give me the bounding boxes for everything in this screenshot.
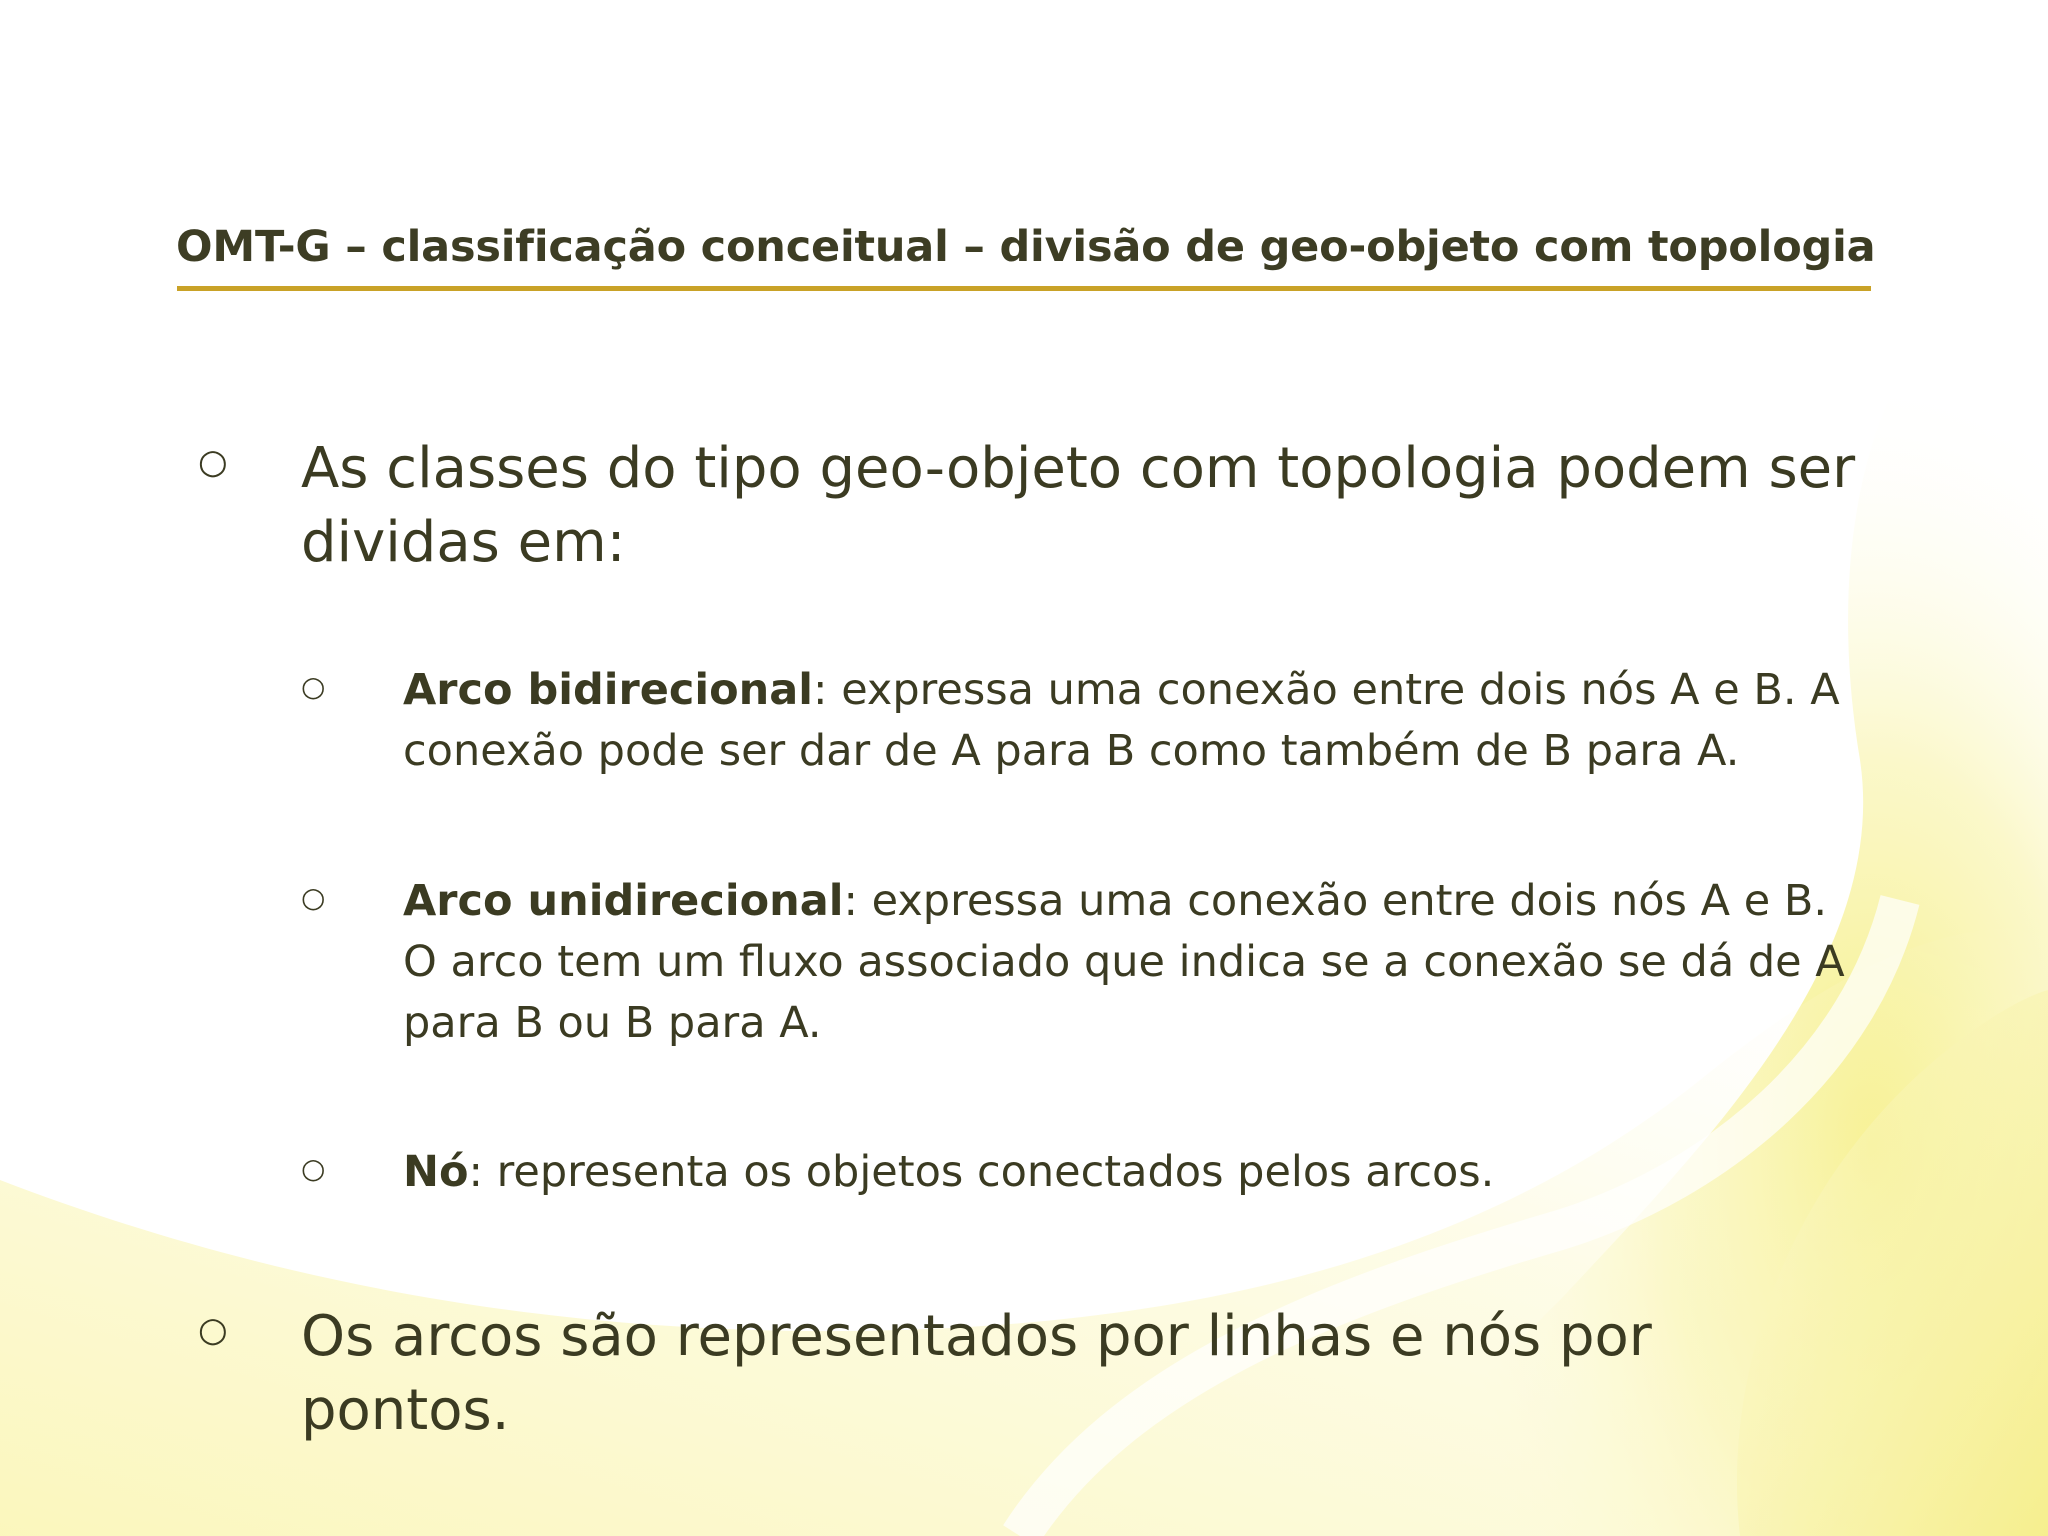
slide-title: OMT-G – classificação conceitual – divisão de geo-objeto com topologia [176,222,1876,272]
bullet-text [403,660,1873,782]
bullet-text [403,1142,1873,1203]
term-description: : expressa uma conexão entre dois nós A e B. A conexão pode ser dar de A para B como também de B para A. [403,665,1840,776]
title-underline [177,286,1871,291]
term-label: Arco bidirecional [403,665,814,715]
term-description: : expressa uma conexão entre dois nós A e B. O arco tem um fluxo associado que indica se a conexão se dá de A para B ou B para A. [403,876,1845,1048]
bullet-text: As classes do tipo geo-objeto com topologia podem ser dividas em: [301,436,1856,575]
bullet-marker: ○ [198,1310,228,1350]
bullet-text [403,871,1873,1054]
term-label: Nó [403,1147,469,1197]
term-description: : representa os objetos conectados pelos arcos. [468,1147,1495,1197]
bullet-marker: ○ [301,1152,326,1185]
bullet-text: Os arcos são representados por linhas e nós por pontos. [301,1304,1652,1443]
bullet-marker: ○ [198,442,228,482]
bullet-marker: ○ [301,670,326,703]
term-label: Arco unidirecional [403,876,844,926]
bullet-marker: ○ [301,881,326,914]
